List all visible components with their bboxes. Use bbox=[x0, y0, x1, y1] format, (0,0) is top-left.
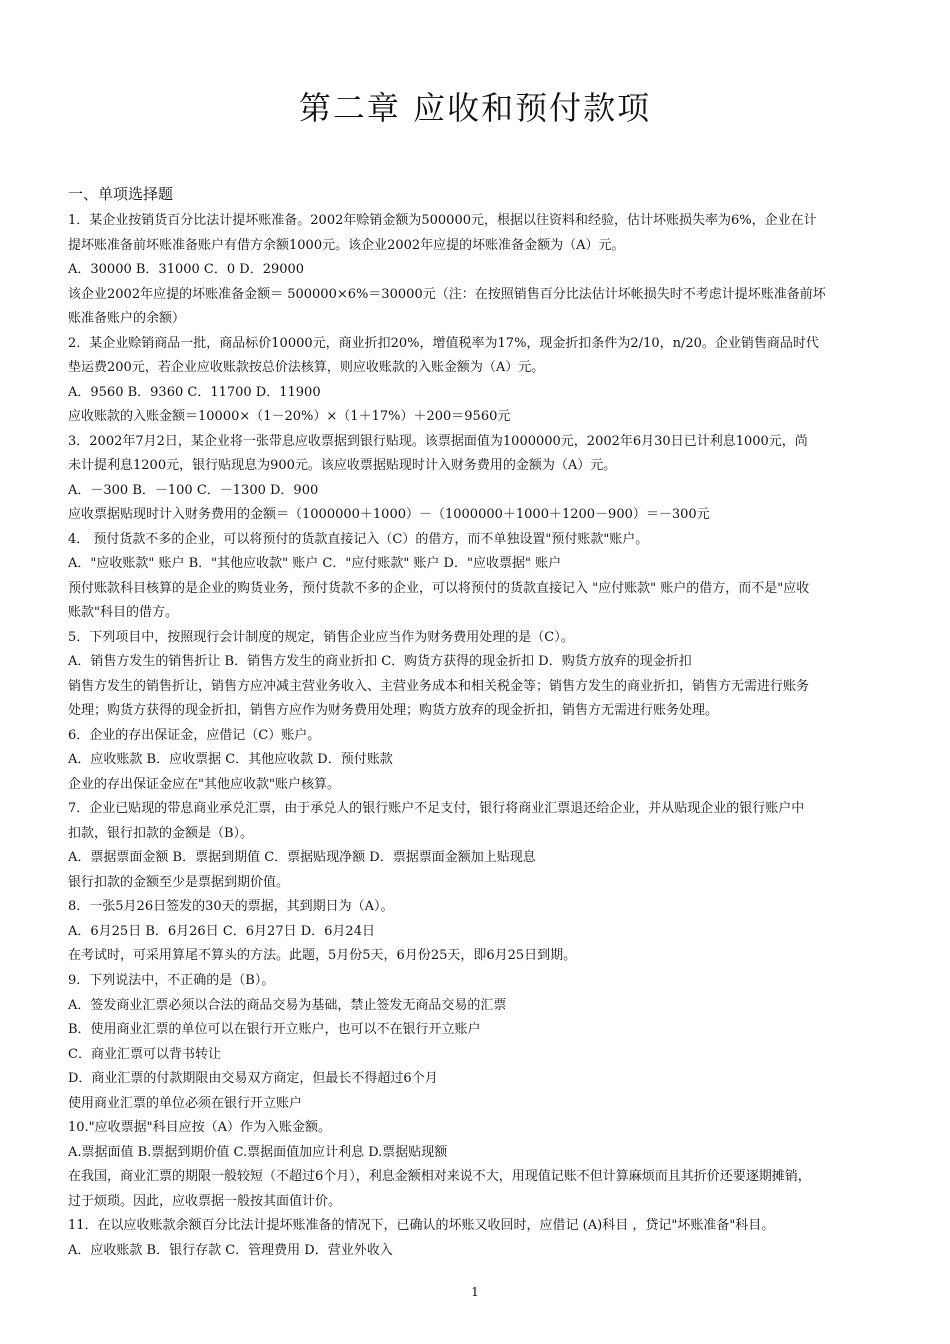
text-line: 在我国，商业汇票的期限一般较短（不超过6个月），利息金额相对来说不大，用现值记账不但计算麻烦而且其折价还要逐期摊销， bbox=[68, 1169, 811, 1185]
text-line: A．票据票面金额 B．票据到期值 C．票据贴现净额 D．票据票面金额加上贴现息 bbox=[68, 850, 536, 866]
section-heading: 一、单项选择题 bbox=[68, 185, 174, 203]
text-line: A．应收账款 B．应收票据 C．其他应收款 D．预付账款 bbox=[68, 752, 393, 768]
text-line: A．6月25日 B．6月26日 C．6月27日 D．6月24日 bbox=[68, 923, 375, 939]
chapter-title: 第二章 应收和预付款项 bbox=[298, 89, 652, 127]
text-line: 过于烦琐。因此，应收票据一般按其面值计价。 bbox=[68, 1193, 342, 1209]
document-body bbox=[68, 209, 888, 1263]
text-line: 使用商业汇票的单位必须在银行开立账户 bbox=[68, 1095, 303, 1111]
text-line: A．30000 B．31000 C．0 D．29000 bbox=[68, 262, 305, 278]
text-line: 9．下列说法中，不正确的是（B）。 bbox=[68, 972, 275, 988]
text-line: 预付账款科目核算的是企业的购货业务，预付货款不多的企业，可以将预付的货款直接记入 "应付账款" 账户的借方，而不是"应收 bbox=[68, 580, 810, 596]
text-line: A.票据面值 B.票据到期价值 C.票据面值加应计利息 D.票据贴现额 bbox=[68, 1144, 448, 1160]
text-line: 该企业2002年应提的坏账准备金额＝ 500000×6%＝30000元（注：在按照销售百分比法估计坏帐损失时不考虑计提坏账准备前坏 bbox=[68, 286, 826, 302]
text-line: A．签发商业汇票必须以合法的商品交易为基础，禁止签发无商品交易的汇票 bbox=[68, 997, 507, 1013]
text-line: 销售方发生的销售折让，销售方应冲减主营业务收入、主营业务成本和相关税金等；销售方发生的商业折扣，销售方无需进行账务 bbox=[68, 678, 810, 694]
text-line: 应收账款的入账金额＝10000×（1－20%）×（1＋17%）＋200＝9560元 bbox=[68, 409, 511, 425]
text-line: 11．在以应收账款余额百分比法计提坏账准备的情况下，已确认的坏账又收回时，应借记 (A)科目 ，贷记"坏账准备"科目。 bbox=[68, 1218, 775, 1234]
text-line: D．商业汇票的付款期限由交易双方商定，但最长不得超过6个月 bbox=[68, 1071, 438, 1087]
text-line: 8．一张5月26日签发的30天的票据，其到期日为（A）。 bbox=[68, 899, 394, 915]
text-line: 垫运费200元，若企业应收账款按总价法核算，则应收账款的入账金额为（A）元。 bbox=[68, 360, 545, 376]
text-line: 2．某企业赊销商品一批，商品标价10000元，商业折扣20%，增值税率为17%，现金折扣条件为2/10，n/20。企业销售商品时代 bbox=[68, 335, 819, 351]
text-line: A．9560 B．9360 C．11700 D．11900 bbox=[68, 384, 321, 400]
text-line: 扣款，银行扣款的金额是（B）。 bbox=[68, 825, 254, 841]
text-line: 银行扣款的金额至少是票据到期价值。 bbox=[68, 874, 290, 890]
text-line: B．使用商业汇票的单位可以在银行开立账户，也可以不在银行开立账户 bbox=[68, 1022, 481, 1038]
text-line: 处理；购货方获得的现金折扣，销售方应作为财务费用处理；购货方放弃的现金折扣，销售方无需进行账务处理。 bbox=[68, 703, 719, 719]
text-line: 1．某企业按销货百分比法计提坏账准备。2002年赊销金额为500000元，根据以往资料和经验，估计坏账损失率为6%，企业在计 bbox=[68, 213, 817, 228]
text-line: 账准备账户的余额） bbox=[68, 311, 186, 327]
text-line: 6．企业的存出保证金，应借记（C）账户。 bbox=[68, 727, 321, 743]
text-line: 3．2002年7月2日，某企业将一张带息应收票据到银行贴现。该票据面值为1000000元，2002年6月30日已计利息1000元，尚 bbox=[68, 433, 808, 449]
text-line: 10."应收票据"科目应按（A）作为入账金额。 bbox=[68, 1120, 332, 1136]
text-line: 企业的存出保证金应在"其他应收款"账户核算。 bbox=[68, 776, 340, 792]
text-line: A．应收账款 B．银行存款 C．管理费用 D．营业外收入 bbox=[68, 1242, 393, 1258]
text-line: 在考试时，可采用算尾不算头的方法。此题，5月份5天，6月份25天，即6月25日到期。 bbox=[68, 948, 577, 964]
text-line: 5．下列项目中，按照现行会计制度的规定，销售企业应当作为财务费用处理的是（C）。 bbox=[68, 629, 574, 645]
text-line: A．"应收账款" 账户 B．"其他应收款" 账户 C．"应付账款" 账户 D．"应收票据" 账户 bbox=[68, 556, 562, 572]
text-line: 4． 预付货款不多的企业，可以将预付的货款直接记入（C）的借方，而不单独设置"预付账款"账户。 bbox=[68, 531, 649, 547]
text-line: A．销售方发生的销售折让 B．销售方发生的商业折扣 C．购货方获得的现金折扣 D．购货方放弃的现金折扣 bbox=[68, 654, 692, 670]
text-line: C．商业汇票可以背书转让 bbox=[68, 1046, 221, 1062]
text-line: 账款"科目的借方。 bbox=[68, 605, 178, 621]
text-line: 未计提利息1200元，银行贴现息为900元。该应收票据贴现时计入财务费用的金额为（A）元。 bbox=[68, 458, 617, 474]
text-line: 提坏账准备前坏账准备账户有借方余额1000元。该企业2002年应提的坏账准备金额为（A）元。 bbox=[68, 237, 625, 253]
text-line: 应收票据贴现时计入财务费用的金额＝（1000000＋1000）－（1000000＋1000＋1200－900）＝－300元 bbox=[68, 507, 710, 523]
text-line: 7．企业已贴现的带息商业承兑汇票，由于承兑人的银行账户不足支付，银行将商业汇票退还给企业，并从贴现企业的银行账户中 bbox=[68, 801, 805, 817]
page-number: 1 bbox=[471, 1285, 479, 1299]
text-line: A．－300 B．－100 C．－1300 D．900 bbox=[68, 482, 319, 498]
